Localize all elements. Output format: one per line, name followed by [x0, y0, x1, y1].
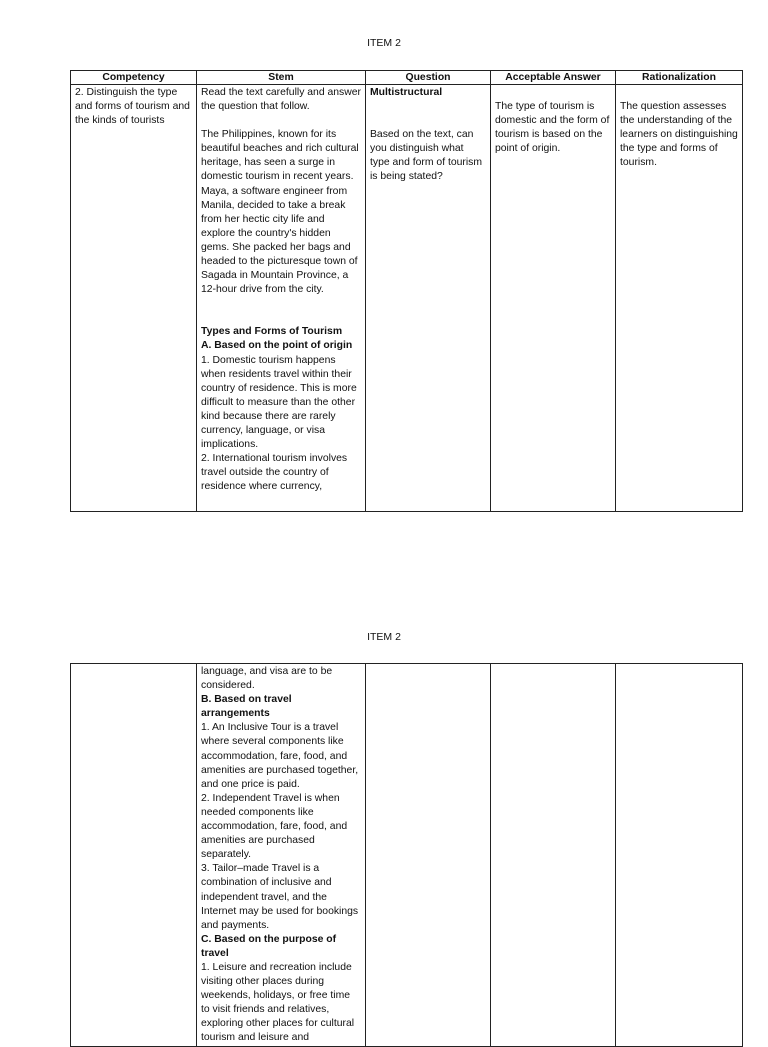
- rationalization-cell: [616, 664, 743, 1047]
- stem-spacer: [201, 114, 361, 128]
- stem-instruction: Read the text carefully and answer the question that follow.: [201, 87, 361, 113]
- question-text: Based on the text, can you distinguish what type and form of tourism is being stated?: [370, 129, 483, 183]
- stem-b3: 3. Tailor–made Travel is a combination of inclusive and independent travel, and the Internet may be used for bookings and payments.: [201, 863, 359, 931]
- rationalization-spacer: [620, 86, 738, 100]
- answer-text: The type of tourism is domestic and the form of tourism is based on the point of origin.: [495, 101, 610, 155]
- question-spacer: [370, 100, 486, 128]
- table-row: [71, 85, 743, 512]
- page-1-item-title: ITEM 2: [367, 37, 401, 49]
- stem-a1: 1. Domestic tourism happens when residents travel within their country of residence. This is more difficult to measure than the other kind because there are rarely currency, language, or visa implications.: [201, 354, 357, 451]
- stem-subsection-a: A. Based on the point of origin: [201, 340, 353, 352]
- header-acceptable-answer: Acceptable Answer: [491, 71, 616, 85]
- stem-passage: The Philippines, known for its beautiful beaches and rich cultural heritage, has seen a surge in domestic tourism in recent years. Maya, a software engineer from Manila, decided to take a break from her hectic city life and explore the country's hidden gems. She packed her bags and headed to the picturesque town of Sagada in Mountain Province, a 12-hour drive from the city.: [201, 129, 359, 296]
- header-question: Question: [366, 71, 491, 85]
- stem-b2: 2. Independent Travel is when needed components like accommodation, fare, food, and amenities are purchased separately.: [201, 792, 348, 861]
- question-type: Multistructural: [370, 87, 443, 98]
- table-header-row: [71, 71, 743, 85]
- stem-cell: [197, 85, 366, 512]
- answer-spacer: [495, 86, 611, 100]
- header-stem: Stem: [197, 71, 366, 85]
- stem-section-title: Types and Forms of Tourism: [201, 326, 343, 338]
- stem-subsection-b: B. Based on travel arrangements: [201, 694, 292, 720]
- stem-a2: 2. International tourism involves travel outside the country of residence where currency,: [201, 453, 348, 493]
- question-cell: [366, 664, 491, 1047]
- question-cell: [366, 85, 491, 512]
- stem-spacer: [201, 297, 361, 325]
- competency-cell: [71, 85, 197, 512]
- header-competency: Competency: [71, 71, 197, 85]
- competency-text: 2. Distinguish the type and forms of tourism and the kinds of tourists: [75, 87, 190, 127]
- table-row: [71, 664, 743, 1047]
- answer-cell: [491, 85, 616, 512]
- answer-cell: [491, 664, 616, 1047]
- stem-b1: 1. An Inclusive Tour is a travel where several components like accommodation, fare, food, and amenities are purchased together, and one price is paid.: [201, 722, 359, 790]
- rationalization-text: The question assesses the understanding of the learners on distinguishing the type and forms of tourism.: [620, 101, 738, 169]
- stem-subsection-c: C. Based on the purpose of travel: [201, 933, 337, 959]
- header-rationalization: Rationalization: [616, 71, 743, 85]
- stem-continuation: language, and visa are to be considered.: [201, 666, 333, 692]
- competency-cell: [71, 664, 197, 1047]
- item-table-page-2: [70, 663, 743, 1047]
- stem-cell: [197, 664, 366, 1047]
- stem-c1: 1. Leisure and recreation include visiting other places during weekends, holidays, or free time to visit friends and relatives, exploring other places for cultural tourism and leisure and: [201, 961, 355, 1044]
- rationalization-cell: [616, 85, 743, 512]
- item-table-page-1: [70, 70, 743, 512]
- page-2-item-title: ITEM 2: [367, 631, 401, 643]
